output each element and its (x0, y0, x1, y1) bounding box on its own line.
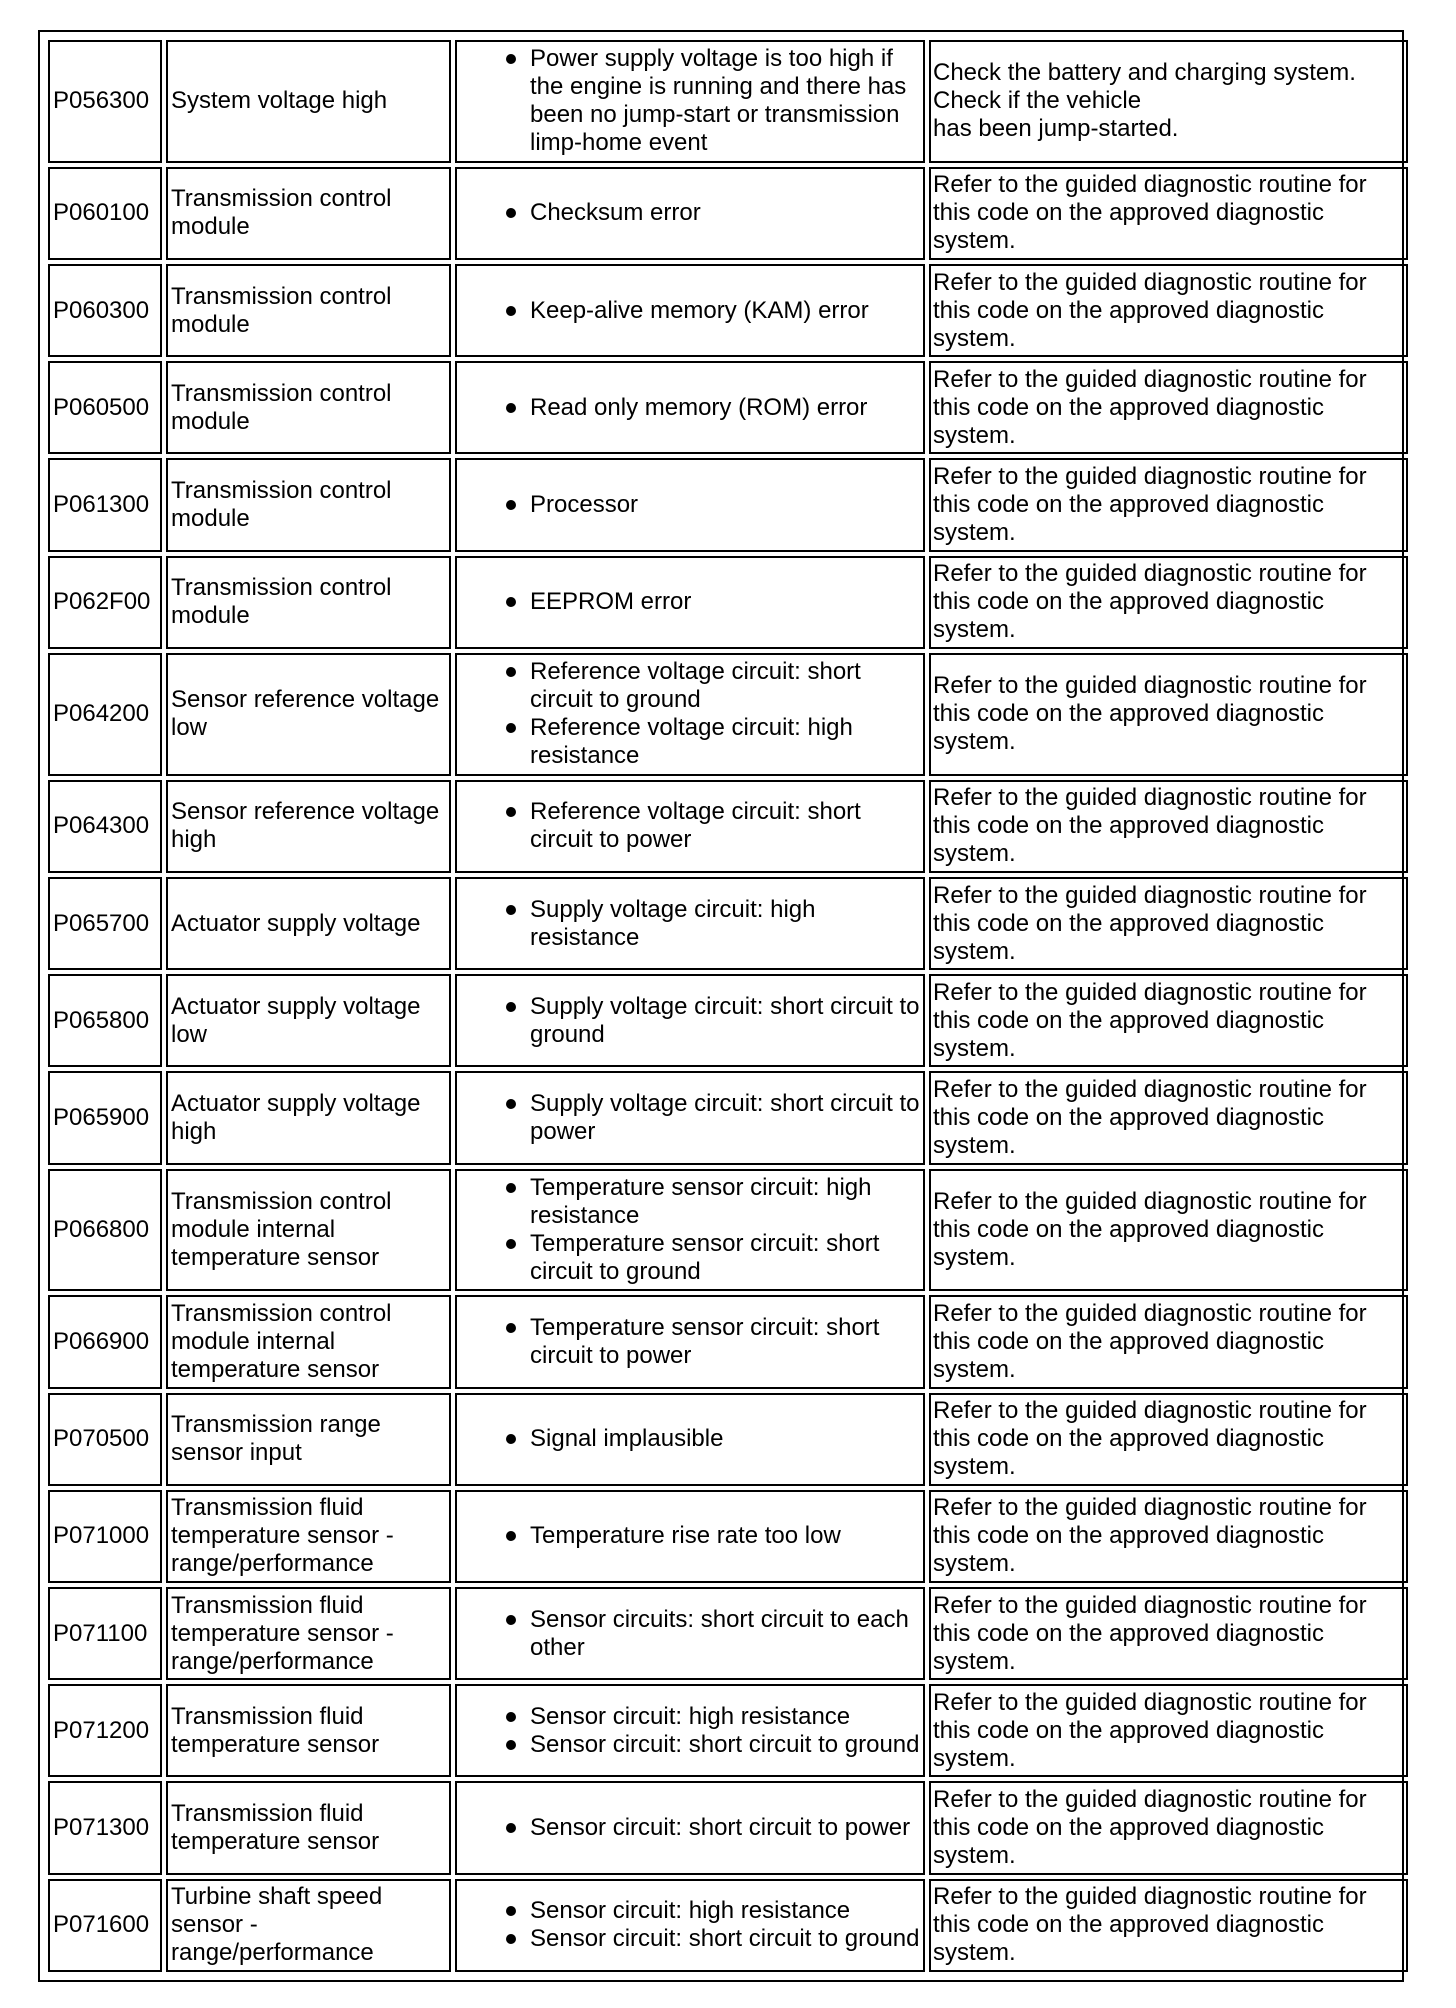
dtc-action (929, 974, 1408, 1067)
dtc-description: Actuator supply voltage low (166, 974, 451, 1067)
condition-item: Supply voltage circuit: short circuit to power (506, 1090, 920, 1146)
dtc-conditions (455, 458, 925, 551)
dtc-action (929, 1490, 1408, 1583)
condition-list (460, 1314, 920, 1370)
table-row (48, 1169, 1408, 1292)
dtc-action (929, 167, 1408, 260)
condition-list (460, 45, 920, 157)
dtc-description: Actuator supply voltage high (166, 1071, 451, 1164)
condition-list (460, 199, 920, 227)
dtc-description: Transmission control module (166, 361, 451, 454)
dtc-code: P065700 (48, 877, 162, 970)
dtc-conditions (455, 167, 925, 260)
dtc-description: Turbine shaft speed sensor - range/performance (166, 1879, 451, 1972)
dtc-conditions (455, 361, 925, 454)
dtc-table-body (48, 40, 1408, 1972)
table-row (48, 361, 1408, 454)
dtc-code: P066800 (48, 1169, 162, 1292)
table-row (48, 877, 1408, 970)
dtc-conditions (455, 1781, 925, 1874)
condition-item: Sensor circuit: high resistance (506, 1703, 920, 1731)
dtc-table (44, 36, 1412, 1976)
dtc-action (929, 1393, 1408, 1486)
dtc-table-frame (38, 30, 1404, 1982)
dtc-action (929, 653, 1408, 776)
dtc-action (929, 1587, 1408, 1680)
condition-item: Temperature rise rate too low (506, 1522, 920, 1550)
condition-item: Supply voltage circuit: short circuit to ground (506, 993, 920, 1049)
condition-list (460, 297, 920, 325)
dtc-code: P064300 (48, 780, 162, 873)
condition-item: Sensor circuit: short circuit to power (506, 1814, 920, 1842)
action-line: Refer to the guided diagnostic routine for this code on the approved diagnostic system. (933, 881, 1367, 965)
table-row (48, 1295, 1408, 1388)
action-line: Check if the vehicle (933, 87, 1142, 115)
dtc-conditions (455, 1879, 925, 1972)
dtc-description: Transmission control module internal temperature sensor (166, 1295, 451, 1388)
condition-list (460, 896, 920, 952)
dtc-conditions (455, 556, 925, 649)
dtc-conditions (455, 1071, 925, 1164)
dtc-code: P061300 (48, 458, 162, 551)
table-row (48, 1490, 1408, 1583)
condition-list (460, 1606, 920, 1662)
table-row (48, 1879, 1408, 1972)
dtc-conditions (455, 1587, 925, 1680)
table-row (48, 1781, 1408, 1874)
dtc-description: Sensor reference voltage low (166, 653, 451, 776)
dtc-description: Transmission control module (166, 556, 451, 649)
action-line: Refer to the guided diagnostic routine for this code on the approved diagnostic system. (933, 1300, 1367, 1383)
table-row (48, 653, 1408, 776)
dtc-code: P065900 (48, 1071, 162, 1164)
dtc-code: P071200 (48, 1684, 162, 1777)
action-line: Refer to the guided diagnostic routine for this code on the approved diagnostic system. (933, 1494, 1367, 1578)
condition-item: Checksum error (506, 199, 920, 227)
dtc-conditions (455, 264, 925, 357)
action-line: Refer to the guided diagnostic routine for this code on the approved diagnostic system. (933, 1397, 1367, 1481)
dtc-conditions (455, 1393, 925, 1486)
dtc-conditions (455, 40, 925, 163)
dtc-description: Transmission fluid temperature sensor - range/performance (166, 1490, 451, 1583)
table-row (48, 1393, 1408, 1486)
action-line: Refer to the guided diagnostic routine for this code on the approved diagnostic system. (933, 560, 1367, 644)
table-row (48, 167, 1408, 260)
dtc-action (929, 1071, 1408, 1164)
action-line: Refer to the guided diagnostic routine for this code on the approved diagnostic system. (933, 1786, 1367, 1870)
dtc-description: Transmission control module internal temperature sensor (166, 1169, 451, 1292)
condition-list (460, 1897, 920, 1953)
dtc-action (929, 877, 1408, 970)
dtc-description: Transmission control module (166, 264, 451, 357)
dtc-action (929, 780, 1408, 873)
dtc-description: Transmission range sensor input (166, 1393, 451, 1486)
dtc-description: Transmission fluid temperature sensor - range/performance (166, 1587, 451, 1680)
dtc-conditions (455, 1169, 925, 1292)
dtc-code: P056300 (48, 40, 162, 163)
condition-list (460, 658, 920, 770)
table-row (48, 1684, 1408, 1777)
condition-item: Read only memory (ROM) error (506, 394, 920, 422)
condition-item: Power supply voltage is too high if the engine is running and there has been no jump-start or transmission limp-home event (506, 45, 920, 157)
condition-list (460, 1174, 920, 1286)
condition-item: Temperature sensor circuit: short circuit to power (506, 1314, 920, 1370)
condition-item: Processor (506, 491, 920, 519)
condition-list (460, 1703, 920, 1759)
condition-item: Reference voltage circuit: short circuit to ground (506, 658, 920, 714)
dtc-description: System voltage high (166, 40, 451, 163)
condition-list (460, 798, 920, 854)
dtc-code: P071100 (48, 1587, 162, 1680)
action-line: Refer to the guided diagnostic routine for this code on the approved diagnostic system. (933, 1075, 1367, 1159)
dtc-code: P060300 (48, 264, 162, 357)
condition-item: Sensor circuit: high resistance (506, 1897, 920, 1925)
table-row (48, 556, 1408, 649)
dtc-code: P060100 (48, 167, 162, 260)
action-line: Refer to the guided diagnostic routine for this code on the approved diagnostic system. (933, 1187, 1367, 1271)
action-line: Check the battery and charging system. (933, 59, 1356, 87)
action-line: Refer to the guided diagnostic routine for this code on the approved diagnostic system. (933, 1591, 1367, 1675)
condition-list (460, 1522, 920, 1550)
dtc-conditions (455, 877, 925, 970)
table-row (48, 1071, 1408, 1164)
condition-list (460, 1090, 920, 1146)
action-line: Refer to the guided diagnostic routine for this code on the approved diagnostic system. (933, 1883, 1367, 1967)
dtc-conditions (455, 1295, 925, 1388)
condition-item: Reference voltage circuit: high resistance (506, 714, 920, 770)
action-line: Refer to the guided diagnostic routine for this code on the approved diagnostic system. (933, 365, 1367, 449)
dtc-action (929, 1684, 1408, 1777)
dtc-description: Transmission fluid temperature sensor (166, 1781, 451, 1874)
table-row (48, 974, 1408, 1067)
dtc-conditions (455, 1490, 925, 1583)
dtc-conditions (455, 974, 925, 1067)
dtc-description: Transmission fluid temperature sensor (166, 1684, 451, 1777)
table-row (48, 458, 1408, 551)
action-line: Refer to the guided diagnostic routine for this code on the approved diagnostic system. (933, 463, 1367, 547)
dtc-code: P066900 (48, 1295, 162, 1388)
dtc-code: P062F00 (48, 556, 162, 649)
condition-item: Temperature sensor circuit: high resistance (506, 1174, 920, 1230)
condition-list (460, 491, 920, 519)
dtc-conditions (455, 780, 925, 873)
table-row (48, 40, 1408, 163)
dtc-action (929, 40, 1408, 163)
dtc-description: Transmission control module (166, 458, 451, 551)
action-line: Refer to the guided diagnostic routine for this code on the approved diagnostic system. (933, 1688, 1367, 1772)
dtc-description: Transmission control module (166, 167, 451, 260)
condition-item: Sensor circuit: short circuit to ground (506, 1925, 920, 1953)
dtc-conditions (455, 1684, 925, 1777)
action-line: Refer to the guided diagnostic routine for this code on the approved diagnostic system. (933, 171, 1367, 255)
dtc-action (929, 556, 1408, 649)
condition-list (460, 588, 920, 616)
action-line: has been jump-started. (933, 115, 1179, 143)
dtc-code: P070500 (48, 1393, 162, 1486)
dtc-action (929, 361, 1408, 454)
condition-list (460, 993, 920, 1049)
dtc-code: P071600 (48, 1879, 162, 1972)
action-line: Refer to the guided diagnostic routine for this code on the approved diagnostic system. (933, 978, 1367, 1062)
condition-item: Reference voltage circuit: short circuit to power (506, 798, 920, 854)
dtc-action (929, 264, 1408, 357)
dtc-code: P071300 (48, 1781, 162, 1874)
condition-item: Sensor circuit: short circuit to ground (506, 1731, 920, 1759)
condition-list (460, 1425, 920, 1453)
condition-item: Signal implausible (506, 1425, 920, 1453)
condition-item: Sensor circuits: short circuit to each other (506, 1606, 920, 1662)
condition-list (460, 1814, 920, 1842)
dtc-code: P065800 (48, 974, 162, 1067)
condition-item: Temperature sensor circuit: short circuit to ground (506, 1230, 920, 1286)
dtc-action (929, 458, 1408, 551)
dtc-action (929, 1295, 1408, 1388)
dtc-code: P064200 (48, 653, 162, 776)
dtc-action (929, 1879, 1408, 1972)
dtc-conditions (455, 653, 925, 776)
condition-list (460, 394, 920, 422)
table-row (48, 780, 1408, 873)
condition-item: EEPROM error (506, 588, 920, 616)
condition-item: Keep-alive memory (KAM) error (506, 297, 920, 325)
dtc-action (929, 1169, 1408, 1292)
dtc-action (929, 1781, 1408, 1874)
condition-item: Supply voltage circuit: high resistance (506, 896, 920, 952)
action-line: Refer to the guided diagnostic routine for this code on the approved diagnostic system. (933, 672, 1367, 756)
table-row (48, 264, 1408, 357)
action-line: Refer to the guided diagnostic routine for this code on the approved diagnostic system. (933, 784, 1367, 868)
dtc-code: P071000 (48, 1490, 162, 1583)
dtc-description: Sensor reference voltage high (166, 780, 451, 873)
action-line: Refer to the guided diagnostic routine for this code on the approved diagnostic system. (933, 268, 1367, 352)
table-row (48, 1587, 1408, 1680)
dtc-code: P060500 (48, 361, 162, 454)
dtc-description: Actuator supply voltage (166, 877, 451, 970)
